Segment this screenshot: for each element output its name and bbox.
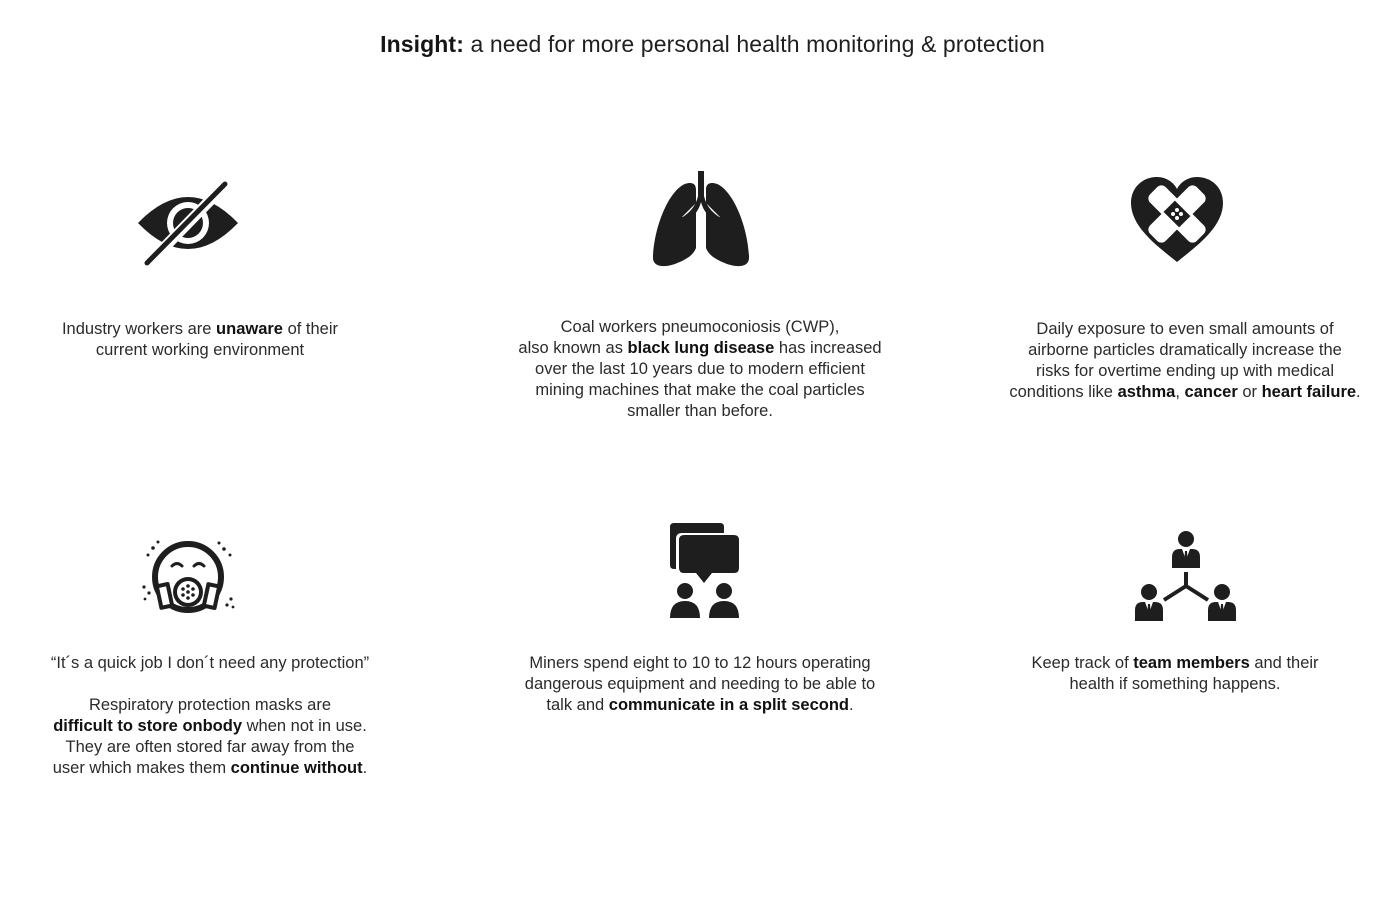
card-communicate-text [490, 653, 910, 716]
text-line [20, 340, 380, 361]
card-cwp-text [490, 317, 910, 422]
text-run: . [362, 759, 368, 777]
text-run: conditions like [1009, 383, 1118, 401]
text-line [490, 380, 910, 401]
text-run: dangerous equipment and needing to be able to [524, 675, 876, 693]
text-line [985, 382, 1385, 403]
bold-text: black lung disease [627, 339, 775, 357]
text-run: and their [1249, 654, 1319, 672]
bold-text: cancer [1184, 383, 1238, 401]
page-title [0, 31, 1400, 58]
bold-text: difficult to store onbody [53, 717, 243, 735]
bold-text: team members [1133, 654, 1250, 672]
text-run: risks for overtime ending up with medical [1035, 362, 1335, 380]
text-run: They are often stored far away from the [65, 738, 355, 756]
text-run: Keep track of [1031, 654, 1134, 672]
heart-bandage-icon [1130, 176, 1224, 264]
text-line [490, 695, 910, 716]
text-run: Miners spend eight to 10 to 12 hours operating [529, 654, 871, 672]
text-run: has increased [774, 339, 882, 357]
text-run: Daily exposure to even small amounts of [1036, 320, 1334, 338]
text-line [15, 737, 405, 758]
text-run: user which makes them [52, 759, 231, 777]
text-line [985, 361, 1385, 382]
text-run: over the last 10 years due to modern efficient [535, 360, 865, 378]
lungs-icon [651, 170, 751, 270]
text-run: when not in use. [242, 717, 367, 735]
bold-text: communicate in a split second [608, 696, 849, 714]
text-line [490, 401, 910, 422]
text-run: current working environment [95, 341, 305, 359]
text-line [490, 317, 910, 338]
text-line [15, 695, 405, 716]
text-line [20, 319, 380, 340]
text-run: smaller than before. [627, 402, 773, 420]
text-run: Respiratory protection masks are [88, 696, 332, 714]
text-run: health if something happens. [1069, 675, 1281, 693]
text-line [975, 653, 1375, 674]
text-line [15, 758, 405, 779]
card-exposure-text [985, 319, 1385, 403]
card-mask-text [15, 653, 405, 779]
text-run: Coal workers pneumoconiosis (CWP), [560, 318, 840, 336]
bold-text: continue without [230, 759, 363, 777]
text-run: , [1175, 383, 1185, 401]
people-chat-icon [668, 521, 742, 621]
title-bold: Insight: [380, 31, 464, 57]
bold-text: heart failure [1261, 383, 1357, 401]
text-line [490, 674, 910, 695]
gas-mask-icon [140, 539, 236, 617]
text-run: also known as [518, 339, 628, 357]
text-line [490, 338, 910, 359]
text-run: Industry workers are [61, 320, 217, 338]
team-network-icon [1134, 530, 1238, 625]
text-run: mining machines that make the coal particles [535, 381, 865, 399]
text-line [975, 674, 1375, 695]
text-line [985, 319, 1385, 340]
card-team-text [975, 653, 1375, 695]
bold-text: asthma [1117, 383, 1176, 401]
card-unaware-text [20, 319, 380, 361]
eye-slash-icon [137, 181, 239, 267]
text-line [490, 359, 910, 380]
text-run: airborne particles dramatically increase the [1028, 341, 1342, 359]
bold-text: unaware [216, 320, 283, 338]
title-rest: a need for more personal health monitoring & protection [463, 31, 1045, 57]
text-run: . [1356, 383, 1361, 401]
quote: “It´s a quick job I don´t need any protection” [50, 654, 370, 672]
text-run: or [1237, 383, 1262, 401]
text-line [490, 653, 910, 674]
text-run: . [849, 696, 854, 714]
text-line [15, 716, 405, 737]
text-run: of their [282, 320, 339, 338]
text-line [985, 340, 1385, 361]
text-run: talk and [546, 696, 609, 714]
